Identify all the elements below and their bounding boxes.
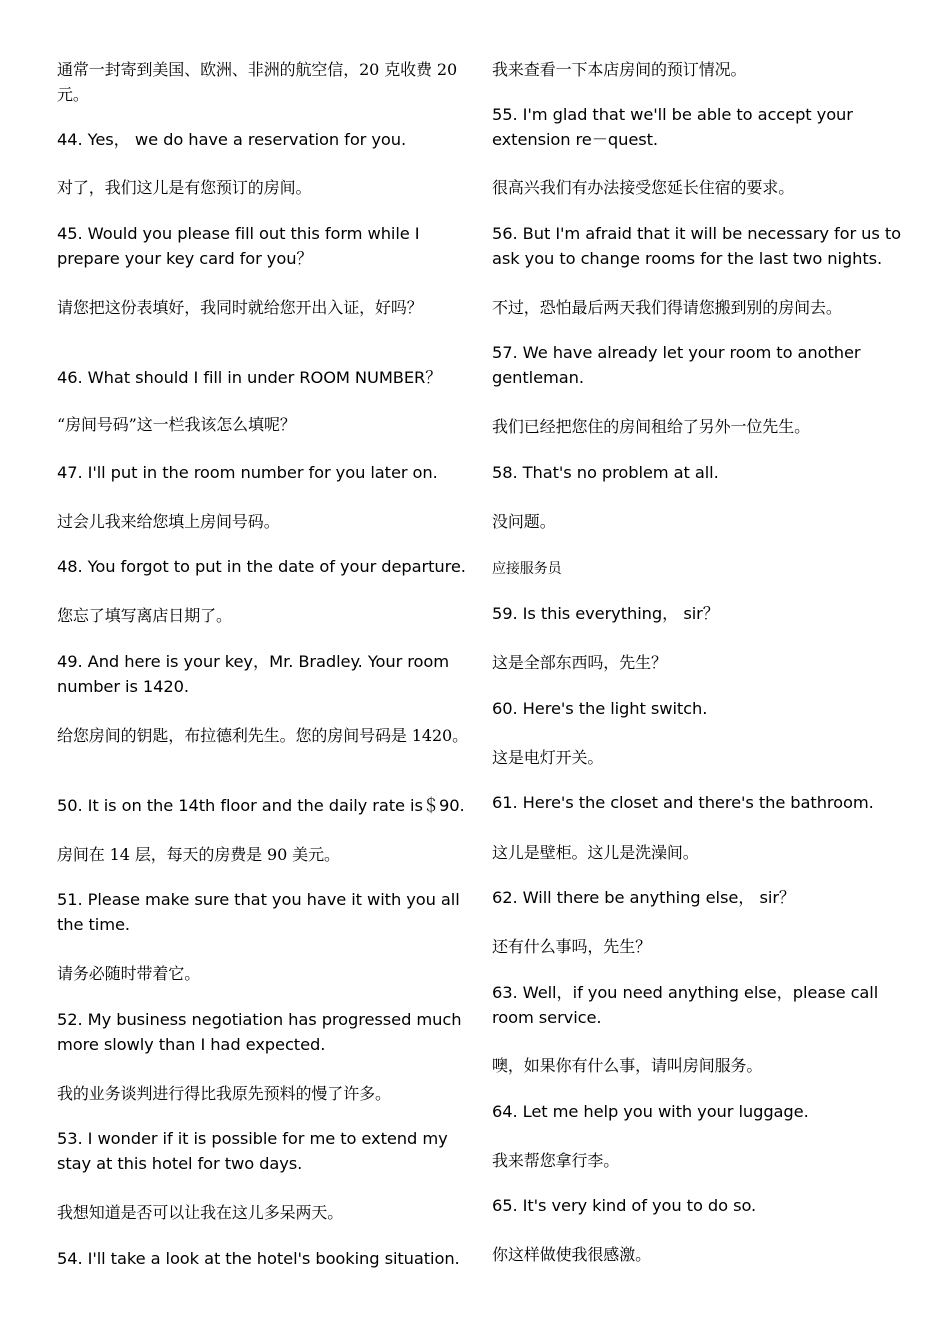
paragraph: “房间号码”这一栏我该怎么填呢？ [57,415,296,434]
paragraph: 54. I'll take a look at the hotel's booking situation. [57,1249,460,1268]
paragraph: 很高兴我们有办法接受您延长住宿的要求。 [492,178,795,197]
paragraph: 我的业务谈判进行得比我原先预料的慢了许多。 [57,1084,391,1103]
paragraph: 请务必随时带着它。 [57,964,201,983]
paragraph: 48. You forgot to put in the date of your departure. [57,557,466,576]
paragraph: 53. I wonder if it is possible for me to extend my stay at this hotel for two days. [57,1129,448,1173]
paragraph: 给您房间的钥匙，布拉德利先生。您的房间号码是 1420。 [57,726,469,745]
paragraph: 51. Please make sure that you have it with you all the time. [57,890,460,934]
paragraph: 49. And here is your key，Mr. Bradley. Your room number is 1420. [57,652,449,696]
paragraph: 61. Here's the closet and there's the bathroom. [492,793,874,812]
paragraph: 过会儿我来给您填上房间号码。 [57,512,280,531]
paragraph: 47. I'll put in the room number for you later on. [57,463,438,482]
paragraph: 这是全部东西吗，先生？ [492,653,667,672]
paragraph: 56. But I'm afraid that it will be necessary for us to ask you to change rooms for the last two nights. [492,224,901,268]
paragraph: 63. Well，if you need anything else，please call room service. [492,983,879,1027]
paragraph: 46. What should I fill in under ROOM NUMBER？ [57,368,442,387]
paragraph: 噢，如果你有什么事，请叫房间服务。 [492,1056,763,1075]
paragraph: 58. That's no problem at all. [492,463,719,482]
paragraph: 我来查看一下本店房间的预订情况。 [492,60,747,79]
paragraph: 这儿是壁柜。这儿是洗澡间。 [492,843,699,862]
paragraph: 你这样做使我很感激。 [492,1245,652,1264]
paragraph: 还有什么事吗，先生？ [492,937,652,956]
paragraph: 我们已经把您住的房间租给了另外一位先生。 [492,417,811,436]
paragraph: 44. Yes， we do have a reservation for you. [57,130,407,149]
paragraph: 50. It is on the 14th floor and the daily rate is＄90. [57,796,465,815]
paragraph: 没问题。 [492,512,556,531]
paragraph: 64. Let me help you with your luggage. [492,1102,809,1121]
paragraph: 62. Will there be anything else， sir？ [492,888,796,907]
paragraph: 通常一封寄到美国、欧洲、非洲的航空信，20 克收费 20 元。 [57,60,458,104]
paragraph: 我来帮您拿行李。 [492,1151,620,1170]
paragraph: 我想知道是否可以让我在这儿多呆两天。 [57,1203,344,1222]
paragraph: 59. Is this everything， sir？ [492,604,719,623]
paragraph: 您忘了填写离店日期了。 [57,606,232,625]
paragraph: 60. Here's the light switch. [492,699,708,718]
paragraph: 45. Would you please fill out this form while I prepare your key card for you？ [57,224,420,268]
paragraph: 请您把这份表填好，我同时就给您开出入证，好吗？ [57,298,423,317]
paragraph: 52. My business negotiation has progressed much more slowly than I had expected. [57,1010,462,1054]
paragraph: 房间在 14 层，每天的房费是 90 美元。 [57,845,340,864]
paragraph: 这是电灯开关。 [492,748,604,767]
paragraph: 不过，恐怕最后两天我们得请您搬到别的房间去。 [492,298,842,317]
paragraph: 对了，我们这儿是有您预订的房间。 [57,178,312,197]
section-label: 应接服务员 [492,561,562,577]
paragraph: 55. I'm glad that we'll be able to accept your extension re－quest. [492,105,853,149]
paragraph: 57. We have already let your room to another gentleman. [492,343,861,387]
paragraph: 65. It's very kind of you to do so. [492,1196,757,1215]
